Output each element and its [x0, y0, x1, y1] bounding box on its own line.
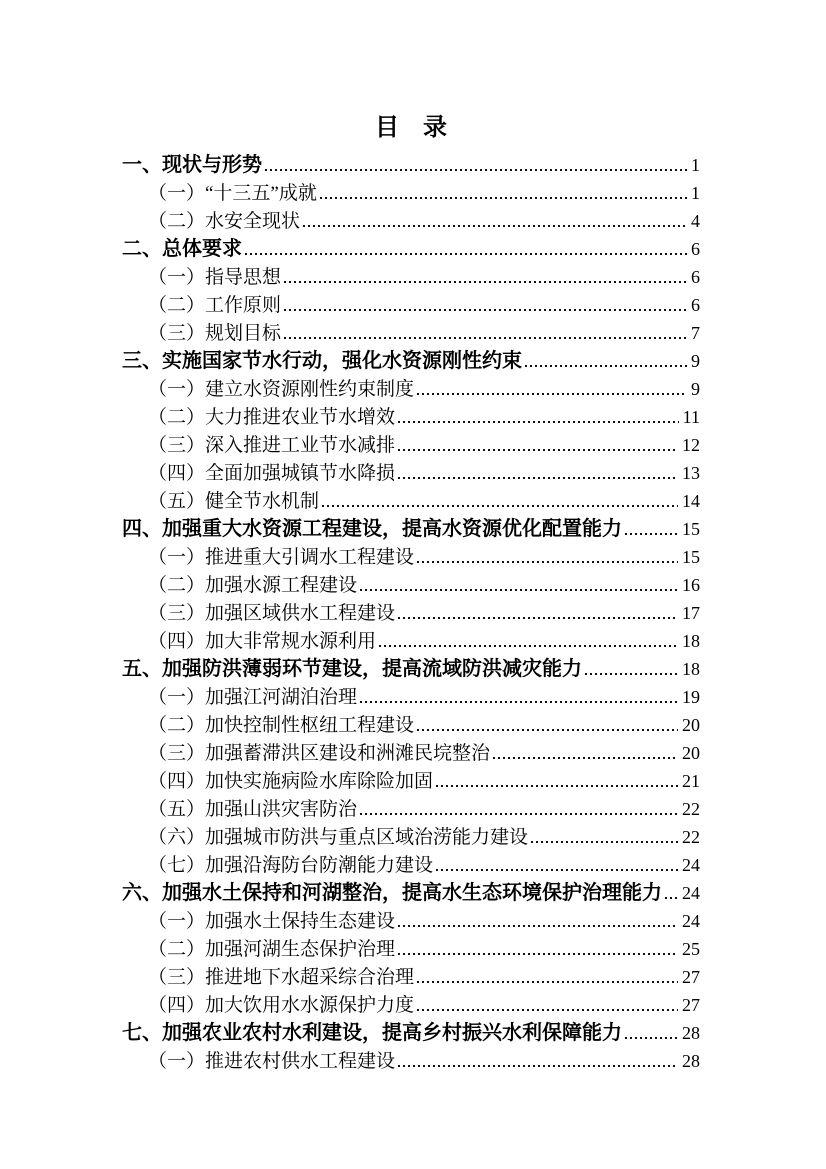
toc-entry: [122, 263, 700, 291]
toc-entry: [122, 655, 700, 683]
page-title: 目 录: [375, 114, 447, 141]
toc-entry-label: 四、加强重大水资源工程建设，提高水资源优化配置能力: [122, 518, 622, 540]
leader-dots: [303, 225, 687, 227]
toc-entry: [122, 935, 700, 963]
toc-entry-page: 20: [682, 743, 700, 763]
toc-entry-page: 11: [682, 407, 700, 427]
toc-entry: [122, 291, 700, 319]
toc-entry-page: 24: [682, 883, 700, 903]
toc-entry: [122, 347, 700, 375]
toc-entry: [122, 235, 700, 263]
leader-dots: [417, 1009, 678, 1011]
leader-dots: [284, 281, 687, 283]
toc-entry-label: （三）深入推进工业节水减排: [148, 435, 396, 456]
toc-entry-label: （三）推进地下水超采综合治理: [148, 967, 415, 988]
toc-entry: [122, 403, 700, 431]
toc-entry-page: 14: [682, 491, 700, 511]
leader-dots: [531, 841, 678, 843]
toc-entry-page: 6: [691, 239, 700, 259]
leader-dots: [360, 813, 678, 815]
toc-entry-label: （五）健全节水机制: [148, 491, 320, 512]
leader-dots: [284, 337, 687, 339]
leader-dots: [585, 673, 678, 675]
toc-entry-page: 19: [682, 687, 700, 707]
leader-dots: [379, 645, 678, 647]
toc-entry: [122, 851, 700, 879]
toc-entry-label: （二）工作原则: [148, 295, 282, 316]
leader-dots: [245, 253, 687, 255]
toc-entry-page: 9: [691, 351, 700, 371]
toc-entry: [122, 571, 700, 599]
leader-dots: [265, 169, 687, 171]
toc-entry-label: （三）加强蓄滞洪区建设和洲滩民垸整治: [148, 743, 491, 764]
toc-entry-label: （四）加大非常规水源利用: [148, 631, 377, 652]
leader-dots: [360, 589, 678, 591]
toc-entry-label: （一）加强水土保持生态建设: [148, 911, 396, 932]
toc-entry-label: （四）加大饮用水水源保护力度: [148, 995, 415, 1016]
leader-dots: [284, 309, 687, 311]
toc-entry-page: 20: [682, 715, 700, 735]
toc-entry: [122, 543, 700, 571]
toc-entry-page: 15: [682, 519, 700, 539]
leader-dots: [436, 785, 678, 787]
leader-dots: [360, 701, 678, 703]
toc-entry: [122, 795, 700, 823]
toc-entry-label: （五）加强山洪灾害防治: [148, 799, 358, 820]
toc-entry: [122, 207, 700, 235]
toc-entry-page: 1: [691, 183, 700, 203]
toc-entry-page: 25: [682, 939, 700, 959]
toc-entry: [122, 963, 700, 991]
toc-entry-label: （二）加强河湖生态保护治理: [148, 939, 396, 960]
toc-entry-page: 1: [691, 155, 700, 175]
toc-entry-page: 6: [691, 295, 700, 315]
toc-entry: [122, 599, 700, 627]
toc-entry-page: 4: [691, 211, 700, 231]
toc-entry-label: （二）加快控制性枢纽工程建设: [148, 715, 415, 736]
toc-entry-label: （一）推进农村供水工程建设: [148, 1051, 396, 1072]
toc-entry: [122, 1047, 700, 1075]
leader-dots: [625, 1037, 678, 1039]
toc-entry-label: 五、加强防洪薄弱环节建设，提高流域防洪减灾能力: [122, 658, 582, 680]
toc-entry-page: 7: [691, 323, 700, 343]
toc-entry: [122, 991, 700, 1019]
toc-entry-label: （六）加强城市防洪与重点区域治涝能力建设: [148, 827, 529, 848]
leader-dots: [417, 729, 678, 731]
toc-entry-label: （二）大力推进农业节水增效: [148, 407, 396, 428]
toc-entry: [122, 375, 700, 403]
toc-entry: [122, 683, 700, 711]
leader-dots: [398, 421, 679, 423]
toc-entry-page: 21: [682, 771, 700, 791]
toc-entry-label: （三）规划目标: [148, 323, 282, 344]
toc-entry-page: 28: [682, 1023, 700, 1043]
leader-dots: [398, 617, 678, 619]
leader-dots: [417, 393, 687, 395]
toc-entry: [122, 179, 700, 207]
toc-entry-label: （一）加强江河湖泊治理: [148, 687, 358, 708]
toc-entry: [122, 459, 700, 487]
leader-dots: [625, 533, 678, 535]
toc-entry-label: 六、加强水土保持和河湖整治，提高水生态环境保护治理能力: [122, 882, 662, 904]
toc-entry-label: （二）水安全现状: [148, 211, 301, 232]
toc-entry-label: （四）加快实施病险水库除险加固: [148, 771, 434, 792]
toc-entry: [122, 907, 700, 935]
toc-entry: [122, 151, 700, 179]
toc-entry-label: （三）加强区域供水工程建设: [148, 603, 396, 624]
leader-dots: [322, 505, 678, 507]
toc-entry: [122, 431, 700, 459]
toc-list: [122, 151, 700, 1075]
toc-entry-page: 13: [682, 463, 700, 483]
toc-entry-label: （一）指导思想: [148, 267, 282, 288]
toc-entry: [122, 627, 700, 655]
toc-entry-page: 27: [682, 995, 700, 1015]
toc-entry-page: 28: [682, 1051, 700, 1071]
leader-dots: [320, 197, 687, 199]
toc-entry-page: 12: [682, 435, 700, 455]
toc-entry-label: （一）推进重大引调水工程建设: [148, 547, 415, 568]
leader-dots: [417, 561, 678, 563]
toc-entry-label: （一）“十三五”成就: [148, 183, 317, 204]
toc-entry-label: 七、加强农业农村水利建设，提高乡村振兴水利保障能力: [122, 1022, 622, 1044]
toc-entry-page: 22: [682, 799, 700, 819]
toc-entry: [122, 711, 700, 739]
leader-dots: [417, 981, 678, 983]
toc-entry-label: 三、实施国家节水行动，强化水资源刚性约束: [122, 350, 522, 372]
toc-entry: [122, 823, 700, 851]
toc-entry-label: （四）全面加强城镇节水降损: [148, 463, 396, 484]
toc-entry: [122, 739, 700, 767]
leader-dots: [493, 757, 678, 759]
toc-entry-page: 27: [682, 967, 700, 987]
toc-entry: [122, 879, 700, 907]
leader-dots: [398, 449, 678, 451]
toc-entry-page: 6: [691, 267, 700, 287]
toc-entry: [122, 319, 700, 347]
leader-dots: [398, 925, 678, 927]
toc-entry-label: 一、现状与形势: [122, 154, 262, 176]
toc-entry-label: （二）加强水源工程建设: [148, 575, 358, 596]
toc-entry-page: 22: [682, 827, 700, 847]
toc-entry-label: （一）建立水资源刚性约束制度: [148, 379, 415, 400]
toc-entry: [122, 1019, 700, 1047]
leader-dots: [398, 1065, 678, 1067]
toc-entry-label: （七）加强沿海防台防潮能力建设: [148, 855, 434, 876]
toc-entry-page: 24: [682, 855, 700, 875]
leader-dots: [665, 897, 678, 899]
toc-entry-page: 18: [682, 631, 700, 651]
toc-entry-label: 二、总体要求: [122, 238, 242, 260]
toc-entry-page: 9: [691, 379, 700, 399]
toc-entry-page: 16: [682, 575, 700, 595]
toc-entry-page: 18: [682, 659, 700, 679]
toc-entry: [122, 515, 700, 543]
toc-entry: [122, 487, 700, 515]
leader-dots: [398, 477, 678, 479]
toc-entry-page: 15: [682, 547, 700, 567]
leader-dots: [525, 365, 687, 367]
toc-entry: [122, 767, 700, 795]
leader-dots: [436, 869, 678, 871]
leader-dots: [398, 953, 678, 955]
toc-entry-page: 17: [682, 603, 700, 623]
toc-entry-page: 24: [682, 911, 700, 931]
